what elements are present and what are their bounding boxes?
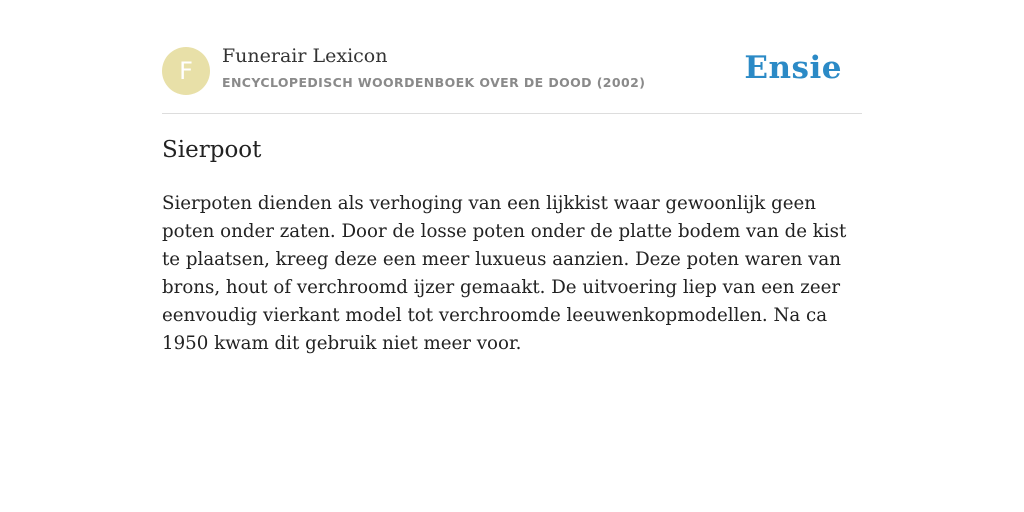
ensie-logo[interactable]: Ensie — [744, 50, 842, 86]
source-subtitle: ENCYCLOPEDISCH WOORDENBOEK OVER DE DOOD (2002) — [222, 75, 646, 90]
source-avatar[interactable]: F — [162, 47, 210, 95]
entry-body: Sierpoten dienden als verhoging van een lijkkist waar gewoonlijk geen poten onder zaten. Door de losse poten onder de platte bodem van de kist te plaatsen, kreeg deze een meer luxueus aanzien. Deze poten waren van brons, hout of verchroomd ijzer gemaakt. De uitvoering liep van een zeer eenvoudig vierkant model tot verchroomde leeuwenkopmodellen. Na ca 1950 kwam dit gebruik niet meer voor. — [162, 193, 847, 354]
page-container — [162, 0, 862, 354]
source-title[interactable]: Funerair Lexicon — [222, 45, 388, 67]
entry-title: Sierpoot — [162, 137, 262, 163]
source-header — [162, 0, 862, 114]
